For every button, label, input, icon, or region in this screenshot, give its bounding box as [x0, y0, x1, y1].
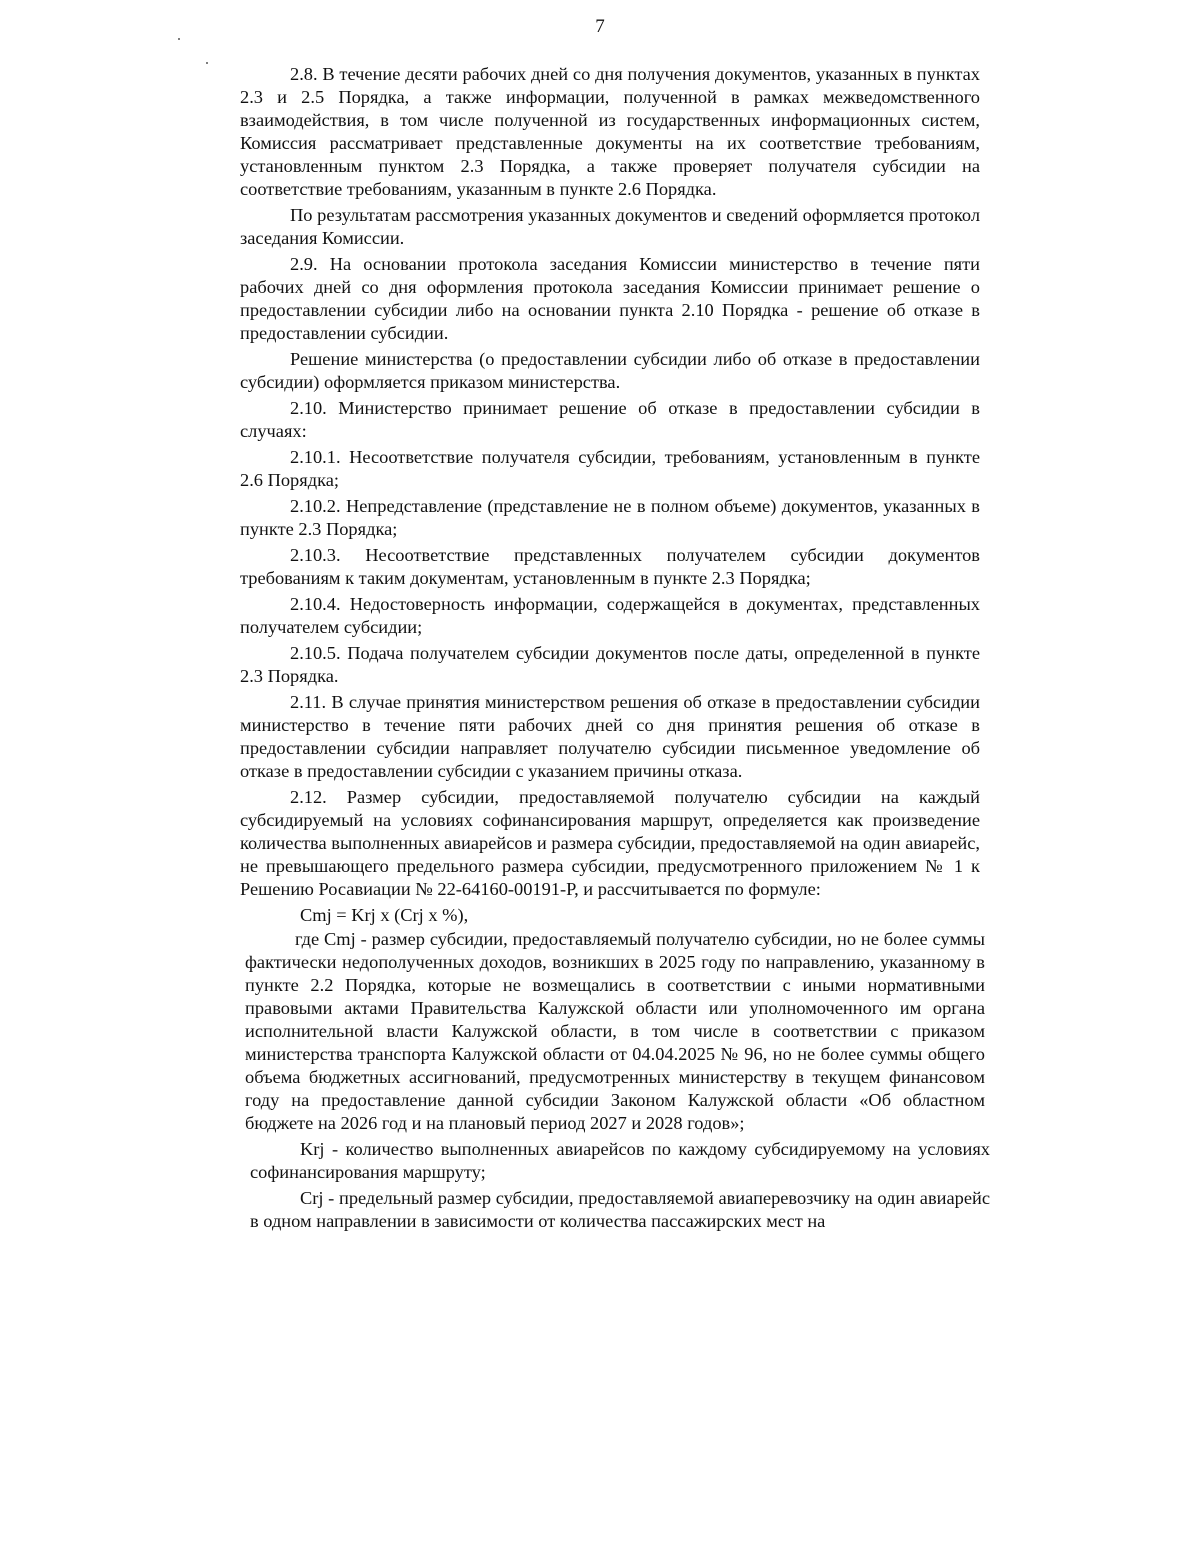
paragraph-2-10: 2.10. Министерство принимает решение об отказе в предоставлении субсидии в случаях: — [240, 398, 980, 441]
paragraph-decision: Решение министерства (о предоставлении субсидии либо об отказе в предоставлении субсидии) оформляется приказом министерства. — [240, 349, 980, 392]
paragraph-krj-definition: Krj - количество выполненных авиарейсов по каждому субсидируемому на условиях софинансирования маршруту; — [250, 1139, 990, 1182]
paragraph-2-10-2: 2.10.2. Непредставление (представление не в полном объеме) документов, указанных в пункте 2.3 Порядка; — [240, 496, 980, 539]
paragraph-2-9: 2.9. На основании протокола заседания Комиссии министерство в течение пяти рабочих дней со дня оформления протокола заседания Комиссии принимает решение о предоставлении субсидии либо на основании пункта 2.10 Порядка - решение об отказе в предоставлении субсидии. — [240, 254, 980, 343]
page-number: 7 — [595, 16, 605, 37]
document-body — [240, 63, 990, 1236]
scan-artifact-dot — [178, 38, 180, 40]
formula: Cmj = Krj x (Crj x %), — [300, 905, 469, 925]
paragraph-2-10-1: 2.10.1. Несоответствие получателя субсидии, требованиям, установленным в пункте 2.6 Порядка; — [240, 447, 980, 490]
scan-artifact-dot — [206, 62, 208, 64]
paragraph-2-11: 2.11. В случае принятия министерством решения об отказе в предоставлении субсидии министерство в течение пяти рабочих дней со дня принятия решения об отказе в предоставлении субсидии направляет получателю субсидии письменное уведомление об отказе в предоставлении субсидии с указанием причины отказа. — [240, 692, 980, 781]
paragraph-2-10-3: 2.10.3. Несоответствие представленных получателем субсидии документов требованиям к таким документам, установленным в пункте 2.3 Порядка; — [240, 545, 980, 588]
paragraph-2-10-4: 2.10.4. Недостоверность информации, содержащейся в документах, представленных получателем субсидии; — [240, 594, 980, 637]
paragraph-crj-definition: Crj - предельный размер субсидии, предоставляемой авиаперевозчику на один авиарейс в одном направлении в зависимости от количества пассажирских мест на — [250, 1188, 990, 1231]
paragraph-protocol: По результатам рассмотрения указанных документов и сведений оформляется протокол заседания Комиссии. — [240, 205, 980, 248]
paragraph-2-12: 2.12. Размер субсидии, предоставляемой получателю субсидии на каждый субсидируемый на условиях софинансирования маршрут, определяется как произведение количества выполненных авиарейсов и размера субсидии, предоставляемой на один авиарейс, не превышающего предельного размера субсидии, предусмотренного приложением № 1 к Решению Росавиации № 22-64160-00191-Р, и рассчитывается по формуле: — [240, 787, 980, 899]
paragraph-2-8: 2.8. В течение десяти рабочих дней со дня получения документов, указанных в пунктах 2.3 и 2.5 Порядка, а также информации, полученной в рамках межведомственного взаимодействия, в том числе полученной из государственных информационных систем, Комиссия рассматривает представленные документы на их соответствие требованиям, установленным пунктом 2.3 Порядка, а также проверяет получателя субсидии на соответствие требованиям, указанным в пункте 2.6 Порядка. — [240, 64, 980, 199]
paragraph-2-10-5: 2.10.5. Подача получателем субсидии документов после даты, определенной в пункте 2.3 Порядка. — [240, 643, 980, 686]
paragraph-cmj-definition: где Cmj - размер субсидии, предоставляемый получателю субсидии, но не более суммы фактически недополученных доходов, возникших в 2025 году по направлению, указанному в пункте 2.2 Порядка, которые не возмещались в соответствии с иными нормативными правовыми актами Правительства Калужской области или уполномоченного им органа исполнительной власти Калужской области, в том числе в соответствии с приказом министерства транспорта Калужской области от 04.04.2025 № 96, но не более суммы общего объема бюджетных ассигнований, предусмотренных министерству в текущем финансовом году на предоставление данной субсидии Законом Калужской области «Об областном бюджете на 2026 год и на плановый период 2027 и 2028 годов»; — [245, 929, 985, 1133]
